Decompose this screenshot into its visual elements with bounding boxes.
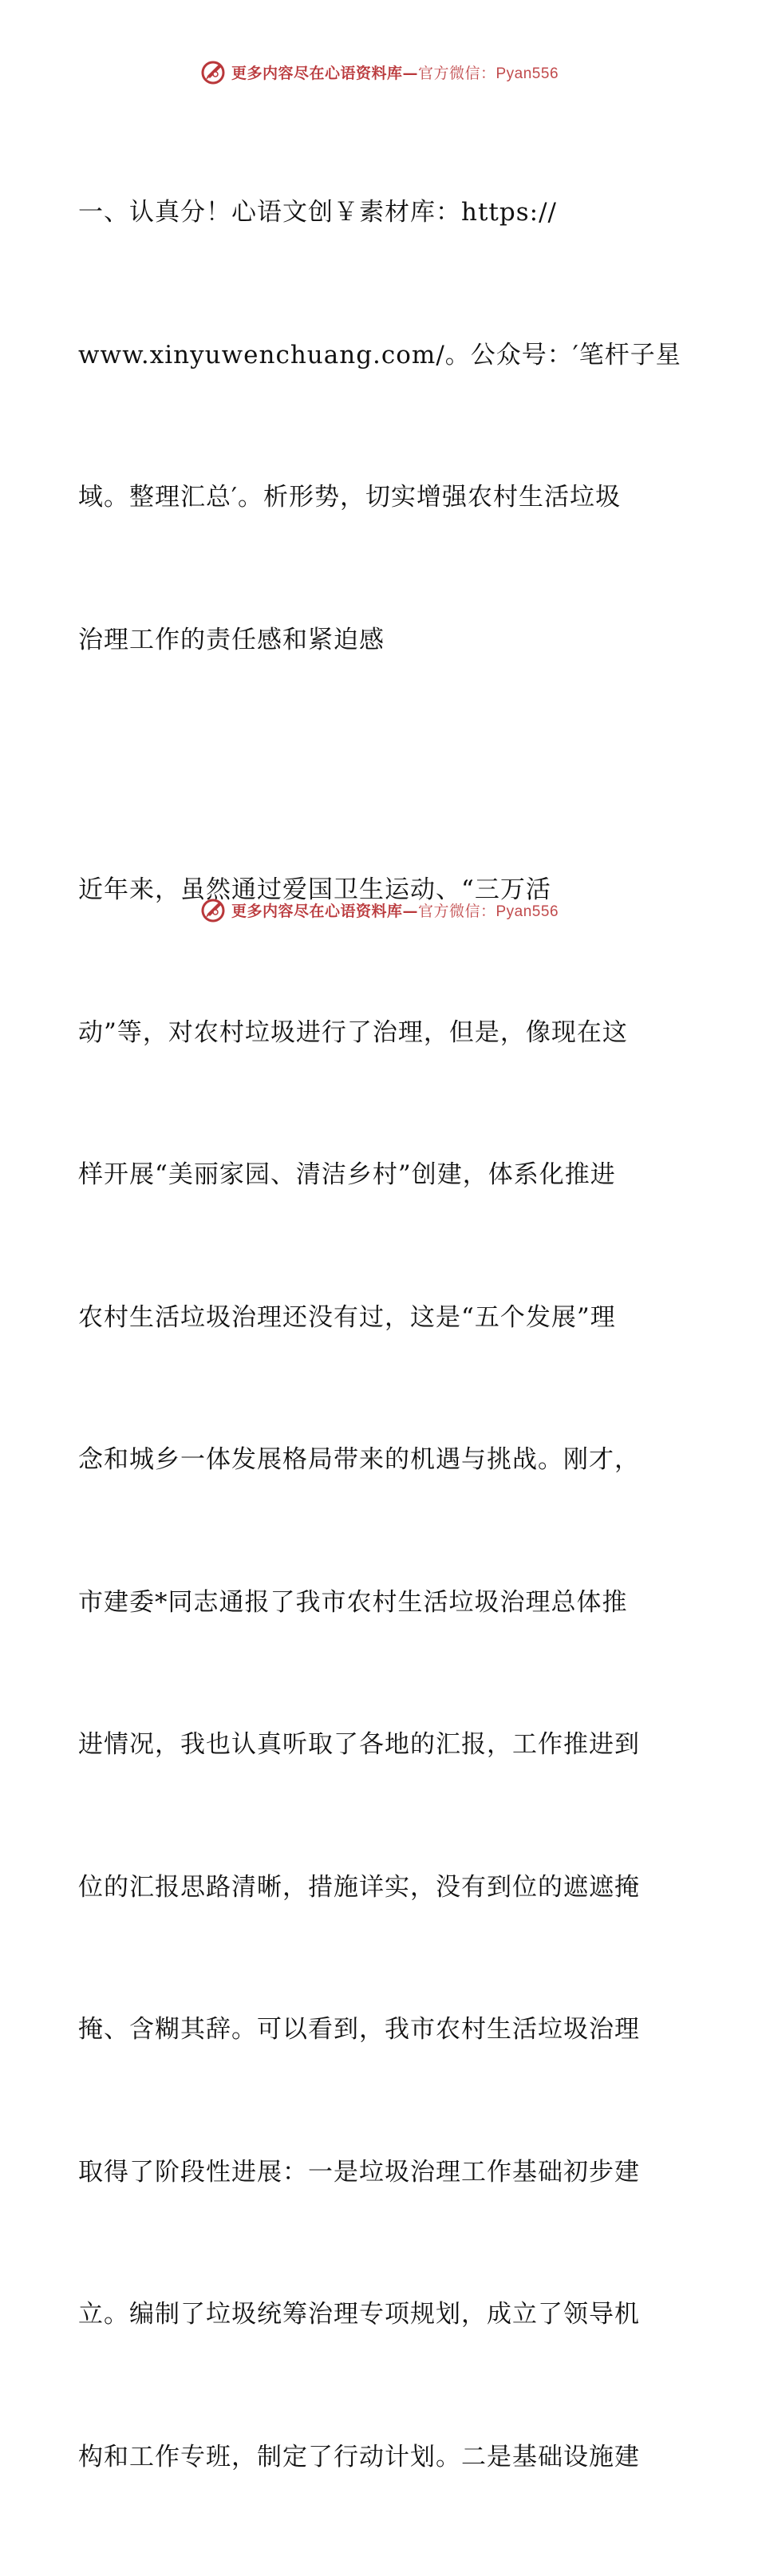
- heading-line: 一、认真分！心语文创￥素材库：https://: [78, 198, 557, 227]
- heading-line: www.xinyuwenchuang.com/。公众号：′笔杆子星: [78, 340, 681, 369]
- footer-banner-wechat: 官方微信：Pyan556: [418, 903, 559, 920]
- header-banner-inner: [199, 58, 559, 85]
- paragraph-line: 进情况，我也认真听取了各地的汇报，工作推进到: [78, 1730, 640, 1759]
- footer-banner-dash: —: [402, 902, 418, 920]
- logo-icon: [199, 58, 227, 85]
- paragraph-line: 位的汇报思路清晰，措施详实，没有到位的遮遮掩: [78, 1872, 640, 1902]
- paragraph-line: 念和城乡一体发展格局带来的机遇与挑战。刚才，: [78, 1445, 640, 1474]
- paragraph-line: 掩、含糊其辞。可以看到，我市农村生活垃圾治理: [78, 2015, 640, 2044]
- paragraph-line: 取得了阶段性进展：一是垃圾治理工作基础初步建: [78, 2157, 640, 2187]
- header-banner: [0, 56, 758, 88]
- header-banner-wechat: 官方微信：Pyan556: [418, 65, 559, 82]
- paragraph-line: 农村生活垃圾治理还没有过，这是“五个发展”理: [78, 1302, 616, 1332]
- body-paragraph: [78, 772, 685, 2576]
- section-heading: [78, 94, 685, 759]
- footer-banner: [0, 894, 758, 926]
- paragraph-line: 样开展“美丽家园、清洁乡村”创建，体系化推进: [78, 1160, 616, 1189]
- heading-line: 治理工作的责任感和紧迫感: [78, 625, 385, 654]
- paragraph-line: 构和工作专班，制定了行动计划。二是基础设施建: [78, 2442, 640, 2471]
- footer-banner-text: [231, 899, 559, 921]
- header-banner-main: 更多内容尽在心语资料库: [231, 64, 403, 82]
- heading-line: 域。整理汇总′。析形势，切实增强农村生活垃圾: [78, 483, 622, 512]
- paragraph-line: 动”等，对农村垃圾进行了治理，但是，像现在这: [78, 1017, 628, 1047]
- paragraph-line: 近年来，虽然通过爱国卫生运动、“三万活: [78, 875, 551, 904]
- paragraph-line: 立。编制了垃圾统筹治理专项规划，成立了领导机: [78, 2300, 640, 2329]
- logo-icon: [199, 896, 227, 923]
- footer-banner-inner: [199, 896, 559, 923]
- header-banner-dash: —: [402, 64, 418, 82]
- footer-banner-main: 更多内容尽在心语资料库: [231, 902, 403, 920]
- header-banner-text: [231, 61, 559, 83]
- document-body: [78, 94, 685, 2576]
- paragraph-line: 市建委*同志通报了我市农村生活垃圾治理总体推: [78, 1587, 628, 1617]
